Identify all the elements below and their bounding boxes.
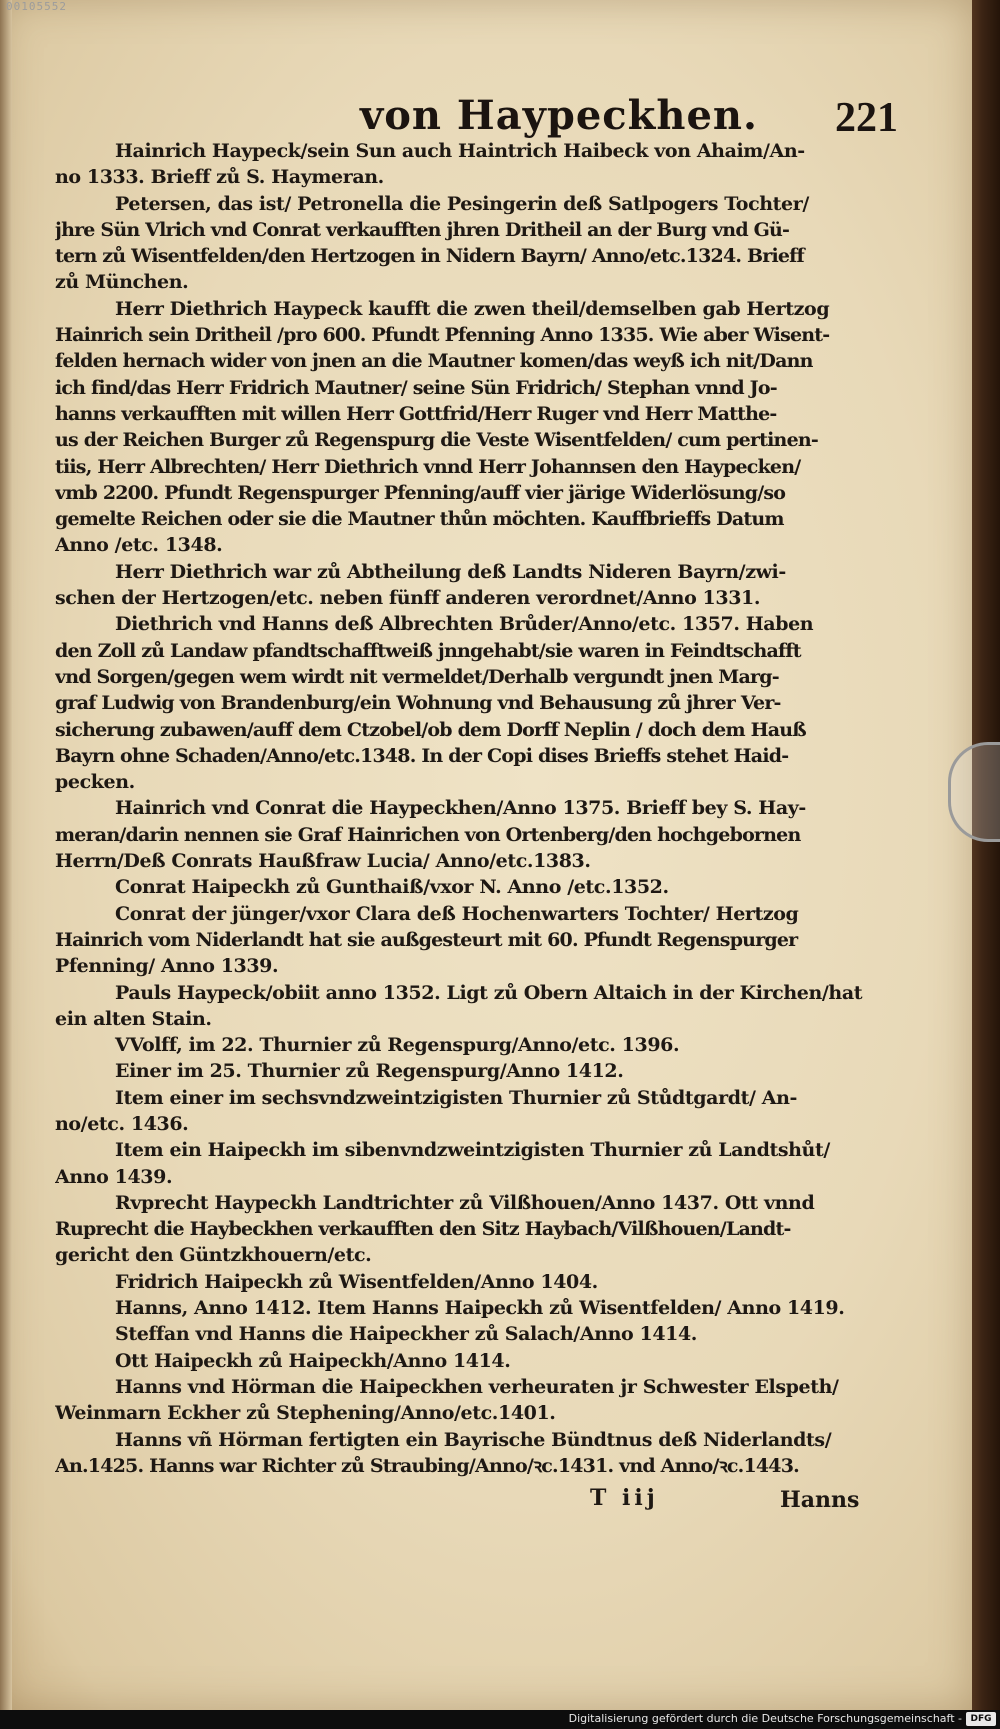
text-line: den Zoll zů Landaw pfandtschafftweiß jnngehabt/sie waren in Feindtschafft (55, 639, 801, 662)
text-line: Anno /etc. 1348. (55, 534, 223, 557)
text-line: sicherung zubawen/auff dem Ctzobel/ob dem Dorff Neplin / doch dem Hauß (55, 718, 806, 741)
text-line: Diethrich vnd Hanns deß Albrechten Brůder/Anno/etc. 1357. Haben (115, 613, 814, 636)
text-line: no 1333. Brieff zů S. Haymeran. (55, 166, 384, 189)
text-line: Steffan vnd Hanns die Haipeckher zů Salach/Anno 1414. (115, 1323, 698, 1346)
text-line: Fridrich Haipeckh zů Wisentfelden/Anno 1404. (115, 1270, 598, 1293)
page-clip (948, 742, 1000, 842)
text-line: Conrat der jünger/vxor Clara deß Hochenwarters Tochter/ Hertzog (115, 902, 799, 925)
text-line: Hainrich vnd Conrat die Haypeckhen/Anno 1375. Brieff bey S. Hay- (115, 797, 806, 820)
text-line: Ott Haipeckh zů Haipeckh/Anno 1414. (115, 1349, 511, 1372)
text-line: Anno 1439. (55, 1165, 173, 1188)
text-line: Hanns vnd Hörman die Haipeckhen verheuraten jr Schwester Elspeth/ (115, 1375, 839, 1398)
text-line: Hainrich sein Dritheil /pro 600. Pfundt Pfenning Anno 1335. Wie aber Wisent- (55, 324, 830, 347)
text-line: VVolff, im 22. Thurnier zů Regenspurg/Anno/etc. 1396. (115, 1034, 680, 1057)
text-line: no/etc. 1436. (55, 1112, 189, 1135)
page-footer (0, 1485, 972, 1525)
text-line: Pauls Haypeck/obiit anno 1352. Ligt zů Obern Altaich in der Kirchen/hat (115, 981, 863, 1004)
book-edge (968, 0, 1000, 1729)
text-line: meran/darin nennen sie Graf Hainrichen von Ortenberg/den hochgebornen (55, 823, 801, 846)
text-line: pecken. (55, 771, 135, 794)
text-line: schen der Hertzogen/etc. neben fünff anderen verordnet/Anno 1331. (55, 587, 761, 610)
text-line: gericht den Güntzkhouern/etc. (55, 1244, 372, 1267)
text-line: tern zů Wisentfelden/den Hertzogen in Nidern Bayrn/ Anno/etc.1324. Brieff (55, 245, 804, 268)
text-line: Herrn/Deß Conrats Haußfraw Lucia/ Anno/etc.1383. (55, 850, 591, 873)
text-line: Hanns vñ Hörman fertigten ein Bayrische Bündtnus deß Niderlandts/ (115, 1428, 832, 1451)
credit-bar (0, 1710, 1000, 1729)
printer-signature: T iij (590, 1485, 659, 1511)
text-line: zů München. (55, 271, 189, 294)
text-line: tiis, Herr Albrechten/ Herr Diethrich vnnd Herr Johannsen den Haypecken/ (55, 455, 801, 478)
text-line: ich find/das Herr Fridrich Mautner/ seine Sün Fridrich/ Stephan vnnd Jo- (55, 376, 777, 399)
text-line: Herr Diethrich war zů Abtheilung deß Landts Nideren Bayrn/zwi- (115, 560, 786, 583)
text-line: Hanns, Anno 1412. Item Hanns Haipeckh zů Wisentfelden/ Anno 1419. (115, 1297, 845, 1320)
text-line: Rvprecht Haypeckh Landtrichter zů Vilßhouen/Anno 1437. Ott vnnd (115, 1191, 815, 1214)
body-text (55, 138, 880, 1479)
text-line: felden hernach wider von jnen an die Mautner komen/das weyß ich nit/Dann (55, 350, 813, 373)
text-line: Petersen, das ist/ Petronella die Pesingerin deß Satlpogers Tochter/ (115, 192, 809, 215)
text-line: hanns verkaufften mit willen Herr Gottfrid/Herr Ruger vnd Herr Matthe- (55, 402, 777, 425)
text-line: An.1425. Hanns war Richter zů Straubing/Anno/ꝛc.1431. vnd Anno/ꝛc.1443. (55, 1454, 799, 1477)
text-line: Weinmarn Eckher zů Stephening/Anno/etc.1401. (55, 1402, 556, 1425)
text-line: Bayrn ohne Schaden/Anno/etc.1348. In der Copi dises Brieffs stehet Haid- (55, 744, 789, 767)
text-line: graf Ludwig von Brandenburg/ein Wohnung vnd Behausung zů jhrer Ver- (55, 692, 781, 715)
text-line: vmb 2200. Pfundt Regenspurger Pfenning/auff vier järige Widerlösung/so (55, 481, 786, 504)
page-spine-shadow (0, 0, 12, 1710)
text-line: Ruprecht die Haybeckhen verkaufften den Sitz Haybach/Vilßhouen/Landt- (55, 1218, 791, 1241)
dfg-logo: DFG (966, 1712, 996, 1726)
text-line: Einer im 25. Thurnier zů Regenspurg/Anno 1412. (115, 1060, 624, 1083)
catchword: Hanns (780, 1487, 860, 1513)
funding-credit: Digitalisierung gefördert durch die Deutsche Forschungsgemeinschaft - (568, 1712, 962, 1725)
text-line: Hainrich Haypeck/sein Sun auch Haintrich Haibeck von Ahaim/An- (115, 140, 805, 162)
text-line: Pfenning/ Anno 1339. (55, 955, 279, 978)
text-line: Item ein Haipeckh im sibenvndzweintzigisten Thurnier zů Landtshůt/ (115, 1139, 830, 1162)
text-line: gemelte Reichen oder sie die Mautner thůn möchten. Kauffbrieffs Datum (55, 508, 784, 531)
text-line: Hainrich vom Niderlandt hat sie außgesteurt mit 60. Pfundt Regenspurger (55, 928, 798, 951)
text-line: ein alten Stain. (55, 1007, 212, 1030)
text-line: jhre Sün Vlrich vnd Conrat verkaufften jhren Dritheil an der Burg vnd Gü- (55, 218, 790, 241)
text-line: Conrat Haipeckh zů Gunthaiß/vxor N. Anno /etc.1352. (115, 876, 669, 899)
text-line: vnd Sorgen/gegen wem wirdt nit vermeldet/Derhalb vergundt jnen Marg- (55, 665, 779, 688)
text-line: us der Reichen Burger zů Regenspurg die Veste Wisentfelden/ cum pertinen- (55, 429, 818, 452)
scan-id-stamp: 00105552 (6, 0, 67, 13)
text-line: Herr Diethrich Haypeck kaufft die zwen theil/demselben gab Hertzog (115, 297, 830, 320)
running-head: von Haypeckhen. (360, 92, 758, 139)
text-line: Item einer im sechsvndzweintzigisten Thurnier zů Stůdtgardt/ An- (115, 1086, 797, 1109)
page-number: 221 (835, 95, 898, 141)
